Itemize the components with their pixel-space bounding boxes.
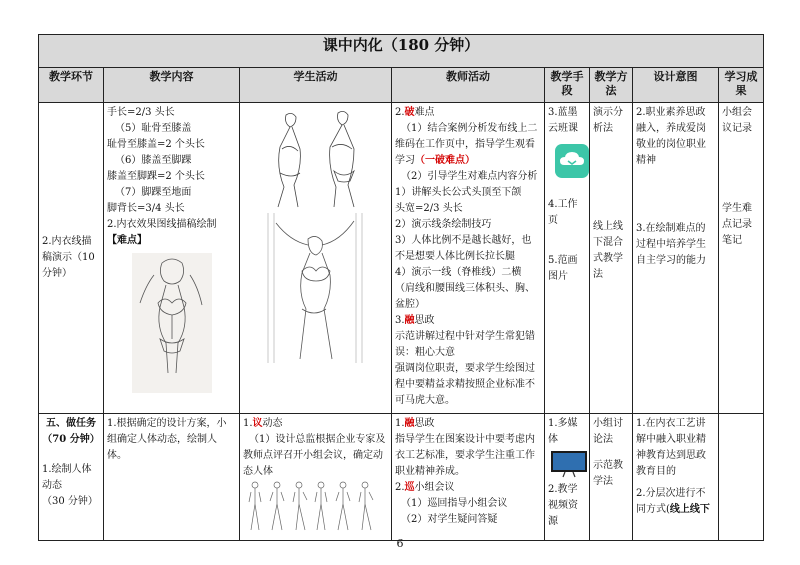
cell-outcome [719,103,764,414]
content-line: 膝盖至脚踝=2 个头长 [107,171,205,182]
cell-stage-2 [39,414,104,541]
teacher-heading-2: 3.融思政 [395,315,435,326]
table-title: 课中内化（180 分钟） [39,35,764,68]
content-difficulty-tag: 【难点】 [107,235,147,246]
header-content: 教学内容 [104,68,240,103]
method-item: 演示分析法 [593,107,623,134]
content-line: （6）膝盖至脚踝 [115,155,192,166]
cell-outcome-2 [719,414,764,541]
header-intent: 设计意图 [633,68,719,103]
means-item: 1.多媒体 [548,418,578,445]
teacher-para: 指导学生在图案设计中要考虑内衣工艺标准，要求学生注重工作职业精神养成。 [395,434,535,477]
method-item: 小组讨论法 [593,418,623,445]
teacher-line: （1）巡回指导小组会议 [401,498,508,509]
cell-intent [633,103,719,414]
header-means: 教学手段 [545,68,590,103]
cell-method [590,103,633,414]
teacher-line: 4）演示一线（脊椎线）二横（肩线和腰围线三体积头、胸、盆腔） [395,267,535,310]
cell-method-2 [590,414,633,541]
teacher-line: 3）人体比例不是越长越好，也不是想要人体比例长拉长腿 [395,235,532,262]
stage-text: 2.内衣线描稿演示（10分钟） [42,236,95,279]
lesson-plan-table [38,34,764,541]
cell-means [545,103,590,414]
header-method: 教学方法 [590,68,633,103]
teacher-para: 示范讲解过程中针对学生常犯错误：粗心大意 [395,331,535,358]
student-sketch-image-1 [256,109,376,209]
means-item: 2.教学视频资源 [548,484,578,527]
cell-intent-2 [633,414,719,541]
intent-item: 3.在绘制难点的过程中培养学生自主学习的能力 [636,223,706,266]
outcome-item: 学生难点记录笔记 [722,203,752,246]
lingerie-sketch-image [132,253,212,393]
figure-poses-sketch [243,480,387,532]
cell-student-activity [240,103,392,414]
header-stage: 教学环节 [39,68,104,103]
method-item: 示范教学法 [593,460,623,487]
teacher-heading-1: 2.破难点 [395,107,435,118]
content-text: 1.根据确定的设计方案，小组确定人体动态，绘制人体。 [107,418,227,461]
header-teacher: 教师活动 [392,68,545,103]
intent-item: 2.分层次进行不同方式(线上线下 [636,488,710,515]
content-line: 脚背长=3/4 头长 [107,203,185,214]
stage-title: 五、做任务 [46,418,96,429]
stage-subtask: 1.绘制人体动态 [42,464,92,491]
student-para: （1）设计总监根据企业专家及教师点评召开小组会议，确定动态人体 [243,434,386,477]
content-line: 2.内衣效果图线描稿绘制 [107,219,217,230]
teacher-heading-1: 1.融思政 [395,418,435,429]
means-item: 4.工作页 [548,199,578,226]
cell-content [104,103,240,414]
stage-subtask-time: （30 分钟） [42,496,98,507]
intent-item: 1.在内衣工艺讲解中融入职业精神教育达到思政教育目的 [636,418,706,477]
page-number: 6 [396,537,404,550]
teacher-line: 2）演示线条绘制技巧 [395,219,492,230]
teacher-para: 强调岗位职责，要求学生绘图过程中要精益求精按照企业标准不可马虎大意。 [395,363,535,406]
means-item: 3.蓝墨云班课 [548,107,578,134]
cell-teacher-activity-2 [392,414,545,541]
content-line: 耻骨至膝盖=2 个头长 [107,139,205,150]
means-item: 5.范画图片 [548,255,578,282]
outcome-item: 小组会议记录 [722,107,752,134]
content-line: 手长=2/3 头长 [107,107,175,118]
cloud-class-app-icon [554,143,590,179]
teacher-para: （2）引导学生对难点内容分析 [401,171,538,182]
teacher-heading-2: 2.巡小组会议 [395,482,455,493]
student-sketch-image-2 [256,213,376,363]
content-line: （7）脚踝至地面 [115,187,192,198]
student-heading: 1.议动态 [243,418,283,429]
method-item: 线上线下混合式教学法 [593,221,623,280]
teacher-line: 头宽=2/3 头长 [395,203,463,214]
content-line: （5）耻骨至膝盖 [115,123,192,134]
teacher-line: 1）讲解头长公式头顶至下颌 [395,187,522,198]
stage-time: （70 分钟） [42,434,100,445]
intent-item: 2.职业素养思政融入，养成爱岗敬业的岗位职业精神 [636,107,706,166]
cell-content-2 [104,414,240,541]
header-outcome: 学习成果 [719,68,764,103]
cell-stage [39,103,104,414]
cell-teacher-activity [392,103,545,414]
cell-means-2 [545,414,590,541]
cell-student-activity-2 [240,414,392,541]
teacher-para: （1）结合案例分析发布线上二维码在工作页中，指导学生观看学习（一破难点） [395,123,538,166]
teacher-line: （2）对学生疑问答疑 [401,514,498,525]
smartboard-icon [550,450,588,478]
header-student: 学生活动 [240,68,392,103]
